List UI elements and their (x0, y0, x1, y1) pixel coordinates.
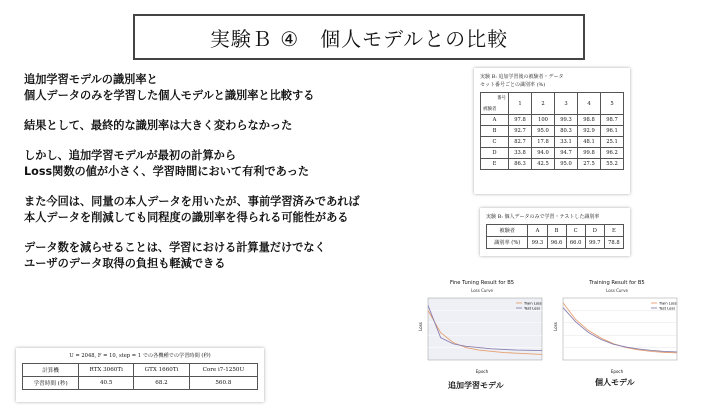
table-cell: 94.7 (555, 148, 578, 159)
table-cell: 92.7 (509, 126, 532, 137)
table-cell: 55.2 (601, 159, 624, 170)
table-cell: 98.7 (601, 115, 624, 126)
table-cell: RTX 3060Ti (79, 364, 134, 377)
personal-model-table (486, 224, 624, 249)
y-axis-label: Loss (417, 322, 423, 331)
table-cell: 100 (532, 115, 555, 126)
table-cell: 42.5 (532, 159, 555, 170)
bullet-line: しかし、追加学習モデルが最初の計算から (24, 149, 237, 162)
row-label: D (481, 148, 509, 159)
table-cell: D (585, 225, 604, 237)
chart-title: Training Result for B5 (589, 280, 645, 286)
table-cell: 86.3 (509, 159, 532, 170)
table-cell: 97.8 (509, 115, 532, 126)
y-axis-label: Loss (552, 322, 558, 331)
bullet-paragraph (24, 72, 464, 104)
accuracy-table-figure (474, 68, 630, 194)
x-axis-label: Epoch (475, 369, 489, 374)
table-cell: 94.0 (532, 148, 555, 159)
bullet-paragraph (24, 118, 464, 134)
bullet-line: 結果として、最終的な識別率は大きく変わらなかった (24, 119, 293, 132)
corner-label: 被験者 (483, 107, 497, 112)
table-cell: 27.5 (578, 159, 601, 170)
personal-model-table-figure (480, 208, 630, 256)
table-cell: 33.8 (509, 148, 532, 159)
row-label: C (481, 137, 509, 148)
table-cell: 48.1 (578, 137, 601, 148)
bullet-line: データ数を減らせることは、学習における計算量だけでなく (24, 241, 326, 254)
table-cell: 99.7 (585, 237, 604, 249)
bullet-line: ユーザのデータ取得の負担も軽減できる (24, 257, 226, 270)
bullet-paragraph (24, 148, 464, 180)
table-row (481, 126, 624, 137)
table-cell: 78.8 (604, 237, 623, 249)
table-caption: 実験 B: 個人データのみで学習・テストした識別率 (486, 214, 600, 220)
table-cell: 17.8 (532, 137, 555, 148)
slide-title: 実験Ｂ ④ 個人モデルとの比較 (209, 26, 509, 51)
table-row (481, 159, 624, 170)
table-row (481, 115, 624, 126)
fine-tuning-loss-chart (416, 280, 548, 374)
table-caption: 実験 B: 追加学習後の被験者・データ (480, 74, 564, 80)
table-cell: C (566, 225, 585, 237)
table-row (23, 364, 258, 377)
training-time-table (22, 363, 258, 390)
legend-label: Train Loss (659, 301, 677, 306)
table-cell: 96.6 (547, 237, 566, 249)
chart-title: Fine Tuning Result for B5 (449, 280, 515, 286)
table-corner-cell (481, 93, 509, 115)
chart-plot (551, 294, 683, 366)
table-caption: セット番号ごとの識別率 (%) (480, 82, 546, 88)
table-row (487, 225, 624, 237)
table-cell: 95.0 (532, 126, 555, 137)
bullet-line: Loss関数の値が小さく、学習時間において有利であった (24, 165, 310, 178)
table-cell: 99.8 (578, 148, 601, 159)
column-header: 2 (532, 93, 555, 115)
table-cell: 99.3 (555, 115, 578, 126)
table-row (481, 148, 624, 159)
table-cell: 96.2 (601, 148, 624, 159)
table-cell: 82.7 (509, 137, 532, 148)
chart-caption: 個人モデル (595, 378, 635, 387)
table-cell: 学習時間 (秒) (23, 377, 79, 390)
table-cell: 98.8 (578, 115, 601, 126)
bullet-line: また今回は、同量の本人データを用いたが、事前学習済みであれば (24, 195, 360, 208)
row-label: E (481, 159, 509, 170)
chart-caption: 追加学習モデル (448, 381, 504, 390)
table-cell: 95.0 (555, 159, 578, 170)
training-time-table-figure (16, 348, 264, 402)
table-cell: 560.8 (189, 377, 257, 390)
table-cell: 80.3 (555, 126, 578, 137)
bullet-paragraph (24, 240, 464, 272)
table-cell: E (604, 225, 623, 237)
x-axis-label: Epoch (610, 369, 624, 374)
column-header: 3 (555, 93, 578, 115)
corner-label: 番号 (497, 96, 506, 101)
table-cell: 識別率 (%) (487, 237, 528, 249)
accuracy-table (480, 92, 624, 170)
table-cell: GTX 1660Ti (134, 364, 190, 377)
chart-subtitle: Loss Curve (471, 288, 493, 293)
table-cell: Core i7-1250U (189, 364, 257, 377)
bullet-line: 個人データのみを学習した個人モデルと識別率と比較する (24, 89, 315, 102)
personal-model-loss-chart (551, 280, 683, 374)
table-row (481, 137, 624, 148)
legend-label: Test Loss (659, 306, 676, 311)
table-row (487, 237, 624, 249)
column-header: 4 (578, 93, 601, 115)
table-cell: B (547, 225, 566, 237)
row-label: A (481, 115, 509, 126)
table-cell: 25.1 (601, 137, 624, 148)
table-cell: 33.1 (555, 137, 578, 148)
table-cell: 96.1 (601, 126, 624, 137)
table-cell: 99.3 (528, 237, 547, 249)
row-label: B (481, 126, 509, 137)
table-caption: U = 2048, F = 10, step = 1 での各機種での学習時間 (秒) (69, 353, 211, 359)
legend-label: Train Loss (524, 301, 542, 306)
table-cell: 66.0 (566, 237, 585, 249)
column-header: 1 (509, 93, 532, 115)
table-cell: 40.5 (79, 377, 134, 390)
slide-title-box (133, 14, 585, 60)
bullet-line: 本人データを削減しても同程度の識別率を得られる可能性がある (24, 211, 349, 224)
table-cell: 68.2 (134, 377, 190, 390)
chart-subtitle: Loss Curve (606, 288, 628, 293)
table-cell: A (528, 225, 547, 237)
bullet-paragraph (24, 194, 464, 226)
legend-label: Test Loss (524, 306, 541, 311)
column-header: 5 (601, 93, 624, 115)
table-cell: 計算機 (23, 364, 79, 377)
table-cell: 92.9 (578, 126, 601, 137)
table-row (23, 377, 258, 390)
table-cell: 被験者 (487, 225, 528, 237)
chart-plot (416, 294, 548, 366)
bullet-list (24, 72, 464, 286)
bullet-line: 追加学習モデルの識別率と (24, 73, 158, 86)
